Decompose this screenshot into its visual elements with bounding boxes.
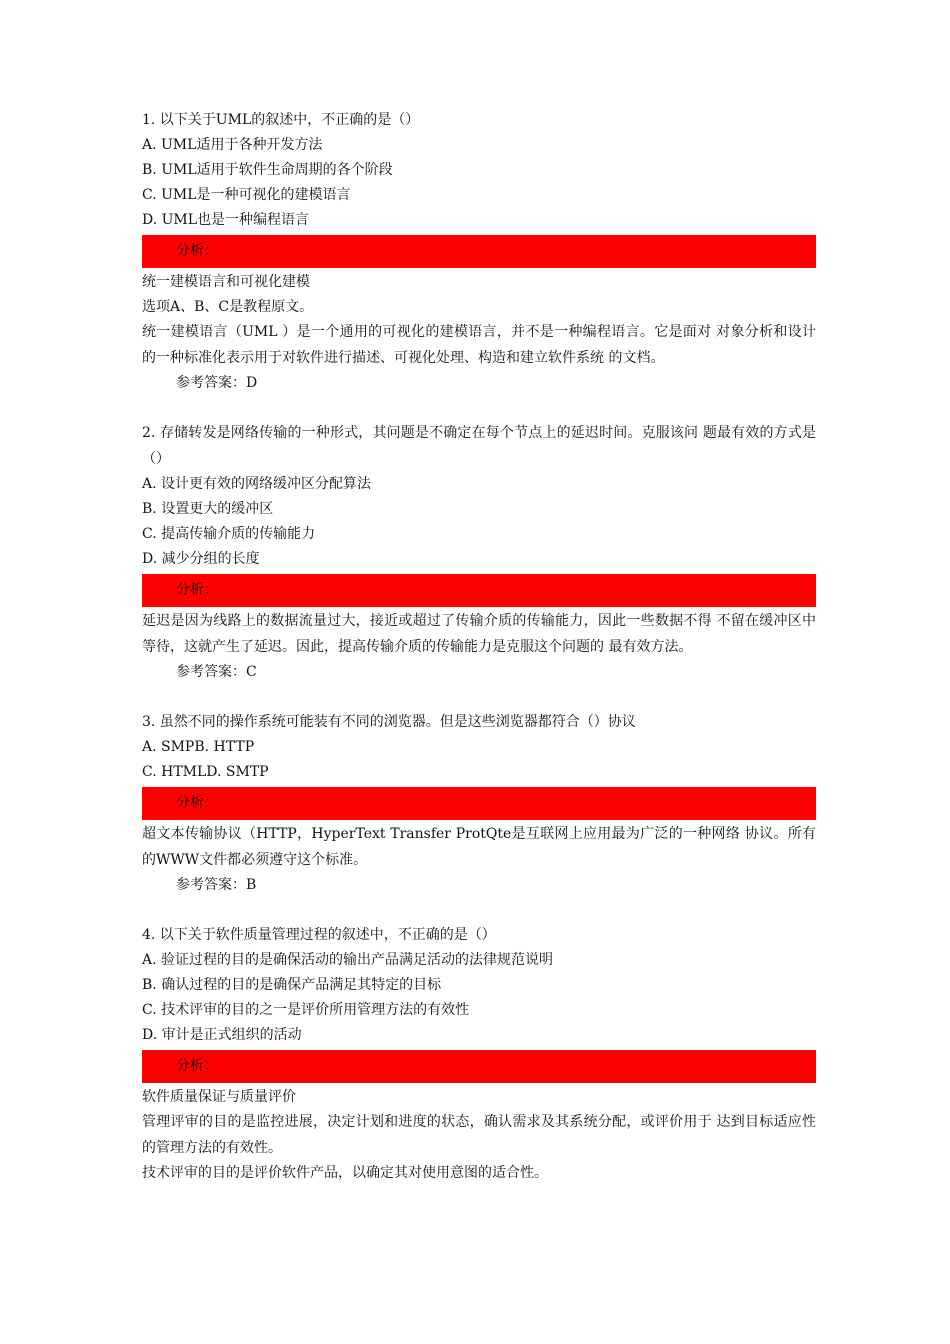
question-4 <box>142 923 816 1186</box>
option-c: C. 提高传输介质的传输能力 <box>142 526 316 542</box>
analysis-header: 分析： <box>142 574 816 607</box>
option-d: D. 审计是正式组织的活动 <box>142 1027 302 1043</box>
analysis-text: 统一建模语言（UML ）是一个通用的可视化的建模语言，并不是一种编程语言。它是面对 对象分析和设计的一种标准化表示用于对软件进行描述、可视化处理、构造和建立软件系统 的文档。 <box>142 324 816 366</box>
question-stem: 4. 以下关于软件质量管理过程的叙述中，不正确的是（） <box>142 927 496 943</box>
reference-answer: 参考答案：D <box>176 375 258 391</box>
reference-answer: 参考答案：C <box>176 664 257 680</box>
document-body <box>142 108 816 1186</box>
option-d: D. UML也是一种编程语言 <box>142 212 310 228</box>
option-cd: C. HTMLD. SMTP <box>142 764 269 780</box>
analysis-text: 延迟是因为线路上的数据流量过大，接近或超过了传输介质的传输能力，因此一些数据不得 不留在缓冲区中等待，这就产生了延迟。因此，提高传输介质的传输能力是克服这个问题的 最有效方法。 <box>142 613 816 655</box>
analysis-header: 分析： <box>142 235 816 268</box>
analysis-text: 超文本传输协议（HTTP，HyperText Transfer ProtQte是互联网上应用最为广泛的一种网络 协议。所有的WWW文件都必须遵守这个标准。 <box>142 826 816 868</box>
analysis-text: 管理评审的目的是监控进展，决定计划和进度的状态，确认需求及其系统分配，或评价用于 达到目标适应性的管理方法的有效性。 <box>142 1114 816 1156</box>
option-c: C. UML是一种可视化的建模语言 <box>142 187 351 203</box>
analysis-text: 软件质量保证与质量评价 <box>142 1089 296 1105</box>
option-a: A. 验证过程的目的是确保活动的输出产品满足活动的法律规范说明 <box>142 952 554 968</box>
question-stem: 1. 以下关于UML的叙述中，不正确的是（） <box>142 112 420 128</box>
question-stem: 2. 存储转发是网络传输的一种形式，其问题是不确定在每个节点上的延迟时间。克服该问 题最有效的方式是（） <box>142 425 816 467</box>
analysis-header: 分析： <box>142 1050 816 1083</box>
option-c: C. 技术评审的目的之一是评价所用管理方法的有效性 <box>142 1002 470 1018</box>
question-2 <box>142 421 816 685</box>
option-b: B. 确认过程的目的是确保产品满足其特定的目标 <box>142 977 442 993</box>
option-a: A. UML适用于各种开发方法 <box>142 137 323 153</box>
question-stem: 3. 虽然不同的操作系统可能装有不同的浏览器。但是这些浏览器都符合（）协议 <box>142 714 636 730</box>
option-b: B. 设置更大的缓冲区 <box>142 501 274 517</box>
option-a: A. 设计更有效的网络缓冲区分配算法 <box>142 476 372 492</box>
option-ab: A. SMPB. HTTP <box>142 739 255 755</box>
question-1 <box>142 108 816 396</box>
analysis-text: 统一建模语言和可视化建模 <box>142 274 310 290</box>
reference-answer: 参考答案：B <box>176 877 257 893</box>
option-d: D. 减少分组的长度 <box>142 551 260 567</box>
analysis-header: 分析： <box>142 787 816 820</box>
option-b: B. UML适用于软件生命周期的各个阶段 <box>142 162 393 178</box>
analysis-text: 技术评审的目的是评价软件产品，以确定其对使用意图的适合性。 <box>142 1165 548 1181</box>
question-3 <box>142 710 816 898</box>
analysis-text: 选项A、B、C是教程原文。 <box>142 299 314 315</box>
